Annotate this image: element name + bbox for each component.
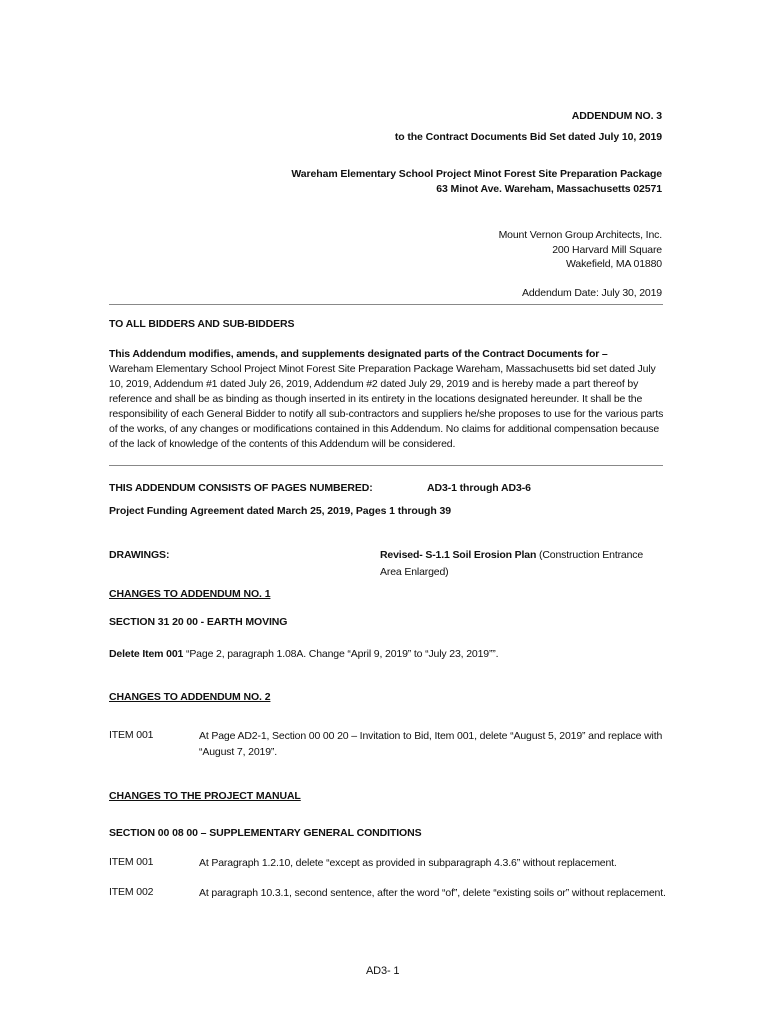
funding-agreement: Project Funding Agreement dated March 25, 2019, Pages 1 through 39 <box>109 505 451 517</box>
architect-name: Mount Vernon Group Architects, Inc. <box>498 229 662 241</box>
contract-line: to the Contract Documents Bid Set dated July 10, 2019 <box>394 131 662 143</box>
manual-item-001-text: At Paragraph 1.2.10, delete “except as provided in subparagraph 4.3.6” without replacement. <box>199 857 617 869</box>
project-address: 63 Minot Ave. Wareham, Massachusetts 02571 <box>436 183 662 195</box>
addendum-date: Addendum Date: July 30, 2019 <box>522 287 662 299</box>
project-name: Wareham Elementary School Project Minot Forest Site Preparation Package <box>291 168 662 180</box>
addendum-title: ADDENDUM NO. 3 <box>571 110 662 122</box>
intro-lead: This Addendum modifies, amends, and supplements designated parts of the Contract Documents for – <box>109 348 608 360</box>
drawings-label: DRAWINGS: <box>109 549 170 561</box>
heading-changes-addendum-1: CHANGES TO ADDENDUM NO. 1 <box>109 588 271 600</box>
manual-item-002-label: ITEM 002 <box>109 886 154 898</box>
divider-middle <box>109 465 663 466</box>
delete-item-text: “Page 2, paragraph 1.08A. Change “April 9, 2019” to “July 23, 2019””. <box>183 648 499 660</box>
section-supplementary-conditions: SECTION 00 08 00 – SUPPLEMENTARY GENERAL CONDITIONS <box>109 827 422 839</box>
intro-paragraph <box>109 347 667 452</box>
architect-street: 200 Harvard Mill Square <box>552 244 662 256</box>
heading-changes-addendum-2: CHANGES TO ADDENDUM NO. 2 <box>109 691 271 703</box>
intro-body: Wareham Elementary School Project Minot Forest Site Preparation Package Wareham, Massachusetts bid set dated July 10, 2019, Addendum #1 dated July 26, 2019, Addendum #2 dated July 29, 2019 and is hereby made a part thereof by reference and shall be as binding as though inserted in its entirety in the locations designated hereunder. It shall be the responsibility of each General Bidder to notify all sub-contractors and suppliers he/she proposes to use for the various parts of the works, of any changes or modifications contained in this Addendum. No claims for additional compensation because of the lack of knowledge of the contents of this Addendum will be considered. <box>109 363 664 450</box>
architect-city: Wakefield, MA 01880 <box>566 258 662 270</box>
add2-item-label: ITEM 001 <box>109 729 154 741</box>
section-earth-moving: SECTION 31 20 00 - EARTH MOVING <box>109 616 288 628</box>
divider-top <box>109 304 663 305</box>
drawing-revision <box>380 549 643 561</box>
page-number: AD3- 1 <box>366 965 400 977</box>
manual-item-001-label: ITEM 001 <box>109 856 154 868</box>
heading-changes-project-manual: CHANGES TO THE PROJECT MANUAL <box>109 790 301 802</box>
drawing-revision-title: Revised- S-1.1 Soil Erosion Plan <box>380 549 537 561</box>
pages-value: AD3-1 through AD3-6 <box>427 482 531 494</box>
pages-label: THIS ADDENDUM CONSISTS OF PAGES NUMBERED: <box>109 482 373 494</box>
delete-item-001 <box>109 648 498 660</box>
drawing-revision-line2: Area Enlarged) <box>380 566 449 578</box>
delete-item-label: Delete Item 001 <box>109 648 184 660</box>
salutation: TO ALL BIDDERS AND SUB-BIDDERS <box>109 318 295 330</box>
manual-item-002-text: At paragraph 10.3.1, second sentence, after the word “of”, delete “existing soils or” without replacement. <box>199 887 666 899</box>
add2-item-text: At Page AD2-1, Section 00 00 20 – Invitation to Bid, Item 001, delete “August 5, 2019” and replace with “August 7, 2019”. <box>199 730 663 758</box>
drawing-revision-note: (Construction Entrance <box>536 549 644 561</box>
